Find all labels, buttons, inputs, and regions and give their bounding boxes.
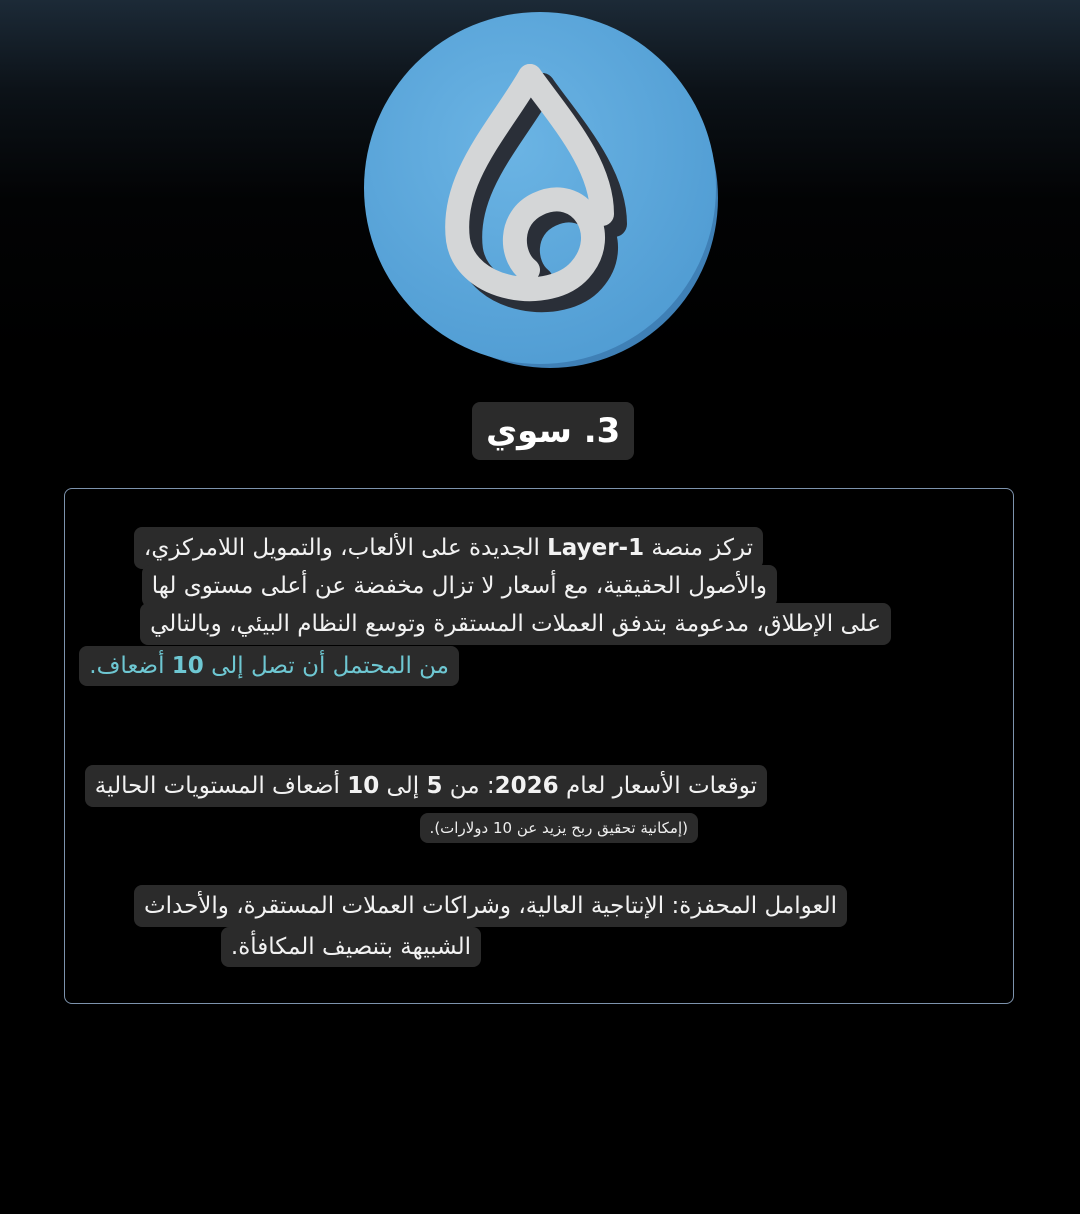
sui-logo (350, 8, 730, 380)
drivers-line-1: العوامل المحفزة: الإنتاجية العالية، وشراكات العملات المستقرة، والأحداث (134, 885, 847, 927)
forecast-note: (إمكانية تحقيق ربح يزيد عن 10 دولارات). (420, 813, 698, 843)
paragraph-line-1: تركز منصة Layer-1 الجديدة على الألعاب، والتمويل اللامركزي، (134, 527, 763, 569)
paragraph-line-4: من المحتمل أن تصل إلى 10 أضعاف. (79, 646, 459, 686)
paragraph-line-2: والأصول الحقيقية، مع أسعار لا تزال مخفضة عن أعلى مستوى لها (142, 565, 777, 607)
page-title: 3. سوي (472, 402, 634, 460)
sui-drop-icon (350, 8, 730, 380)
drivers-line-2: الشبيهة بتنصيف المكافأة. (221, 927, 481, 967)
paragraph-line-3: على الإطلاق، مدعومة بتدفق العملات المستقرة وتوسع النظام البيئي، وبالتالي (140, 603, 891, 645)
info-card (64, 488, 1014, 1004)
price-forecast: توقعات الأسعار لعام 2026: من 5 إلى 10 أضعاف المستويات الحالية (85, 765, 767, 807)
